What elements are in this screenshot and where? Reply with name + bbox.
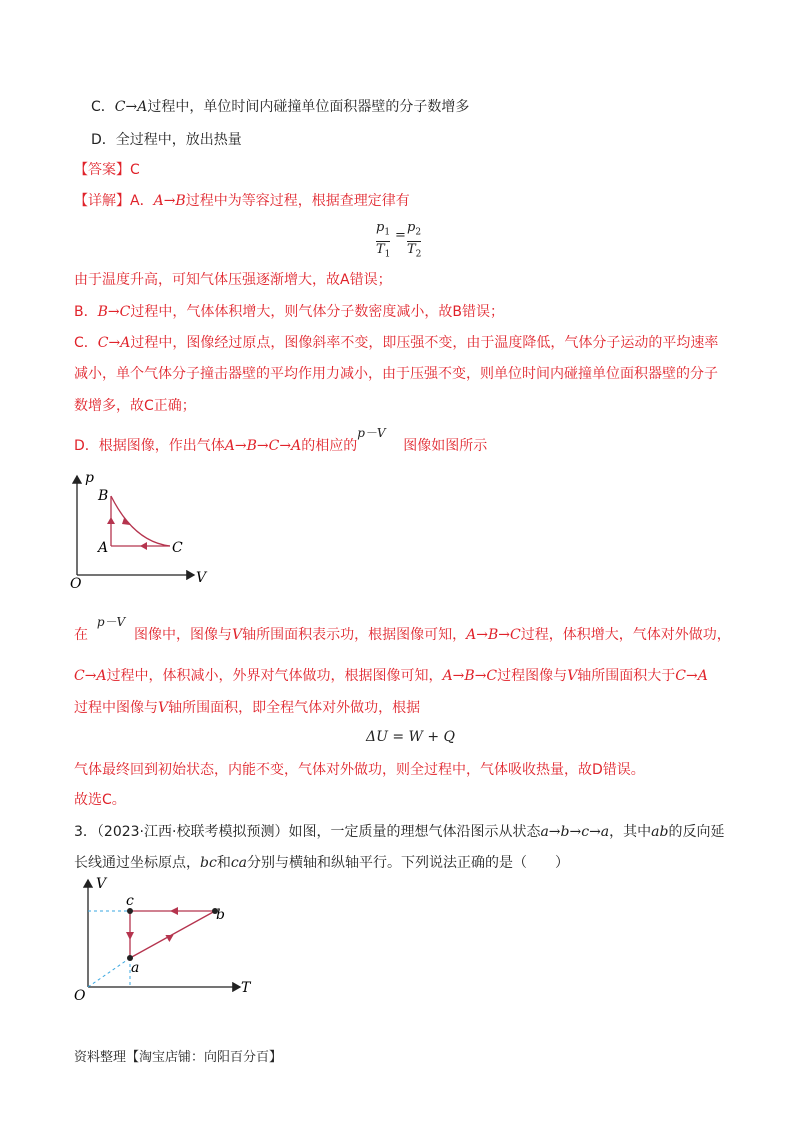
- vt-point-c-label: c: [126, 893, 134, 909]
- pv-arrow-ab: [107, 517, 115, 524]
- vt-point-b-label: b: [216, 907, 225, 923]
- detail-conclusion: 故选C。: [74, 792, 126, 808]
- pv-point-c-label: C: [172, 540, 183, 556]
- detail-para3: 过程中图像与V轴所围面积，即全程气体对外做功，根据: [74, 700, 421, 716]
- detail-c-line1: C．C→A过程中，图像经过原点，图像斜率不变，即压强不变，由于温度降低，气体分子运动的平均速率: [74, 335, 719, 351]
- detail-para1: 在p－V图像中，图像与V轴所围面积表示功，根据图像可知，A→B→C过程，体积增大，气体对外做功，: [74, 615, 731, 643]
- detail-c-line3: 数增多，故C正确；: [74, 398, 196, 414]
- pv-v-label: V: [196, 570, 207, 586]
- detail-para2: C→A过程中，体积减小，外界对气体做功，根据图像可知，A→B→C过程图像与V轴所围面积大于C→A: [74, 668, 708, 684]
- answer-line: 【答案】C: [74, 162, 140, 178]
- pv-p-label: p: [85, 470, 94, 486]
- footer-source: 资料整理【淘宝店铺：向阳百分百】: [74, 1050, 283, 1065]
- detail-c-line2: 减小，单个气体分子撞击器壁的平均作用力减小，由于压强不变，则单位时间内碰撞单位面积器壁的分子: [74, 366, 718, 382]
- vt-path-ab: [130, 911, 215, 958]
- question3-line2: 长线通过坐标原点，bc和ca分别与横轴和纵轴平行。下列说法正确的是（ ）: [74, 855, 569, 871]
- vt-origin-label: O: [74, 988, 86, 1004]
- option-c: C．C→A过程中，单位时间内碰撞单位面积器壁的分子数增多: [91, 99, 470, 115]
- pv-origin-label: O: [70, 576, 82, 592]
- pv-point-a-label: A: [98, 540, 109, 556]
- question3-line1: 3．（2023·江西·校联考模拟预测）如图，一定质量的理想气体沿图示从状态a→b→c→a，其中ab的反向延: [74, 824, 725, 840]
- vt-arrow-ca: [126, 932, 134, 940]
- detail-final: 气体最终回到初始状态，内能不变，气体对外做功，则全过程中，气体吸收热量，故D错误。: [74, 762, 645, 778]
- charles-law-equation: $\frac{p_1}{T_1}$ = $\frac{p_2}{T_2}$: [376, 220, 436, 256]
- detail-b-line: B．B→C过程中，气体体积增大，则气体分子数密度减小，故B错误；: [74, 304, 504, 320]
- detail-d-line: D．根据图像，作出气体A→B→C→A的相应的p－V图像如图所示: [74, 426, 488, 454]
- pv-path-bc: [111, 496, 170, 546]
- option-d: D．全过程中，放出热量: [91, 132, 242, 148]
- vt-v-label: V: [96, 876, 107, 892]
- detail-a-conclusion: 由于温度升高，可知气体压强逐渐增大，故A错误；: [74, 272, 392, 288]
- vt-dashed-extension: [88, 958, 130, 987]
- vt-arrow-bc: [170, 907, 178, 915]
- vt-point-a-label: a: [131, 960, 140, 976]
- vt-t-label: T: [241, 980, 251, 996]
- pv-graph: [62, 462, 222, 592]
- detail-a-line: 【详解】A．A→B过程中为等容过程，根据查理定律有: [74, 193, 410, 209]
- first-law-equation: ΔU = W + Q: [366, 729, 456, 745]
- pv-arrow-ca: [140, 542, 147, 550]
- pv-point-b-label: B: [98, 488, 109, 504]
- vt-graph: [66, 872, 266, 1004]
